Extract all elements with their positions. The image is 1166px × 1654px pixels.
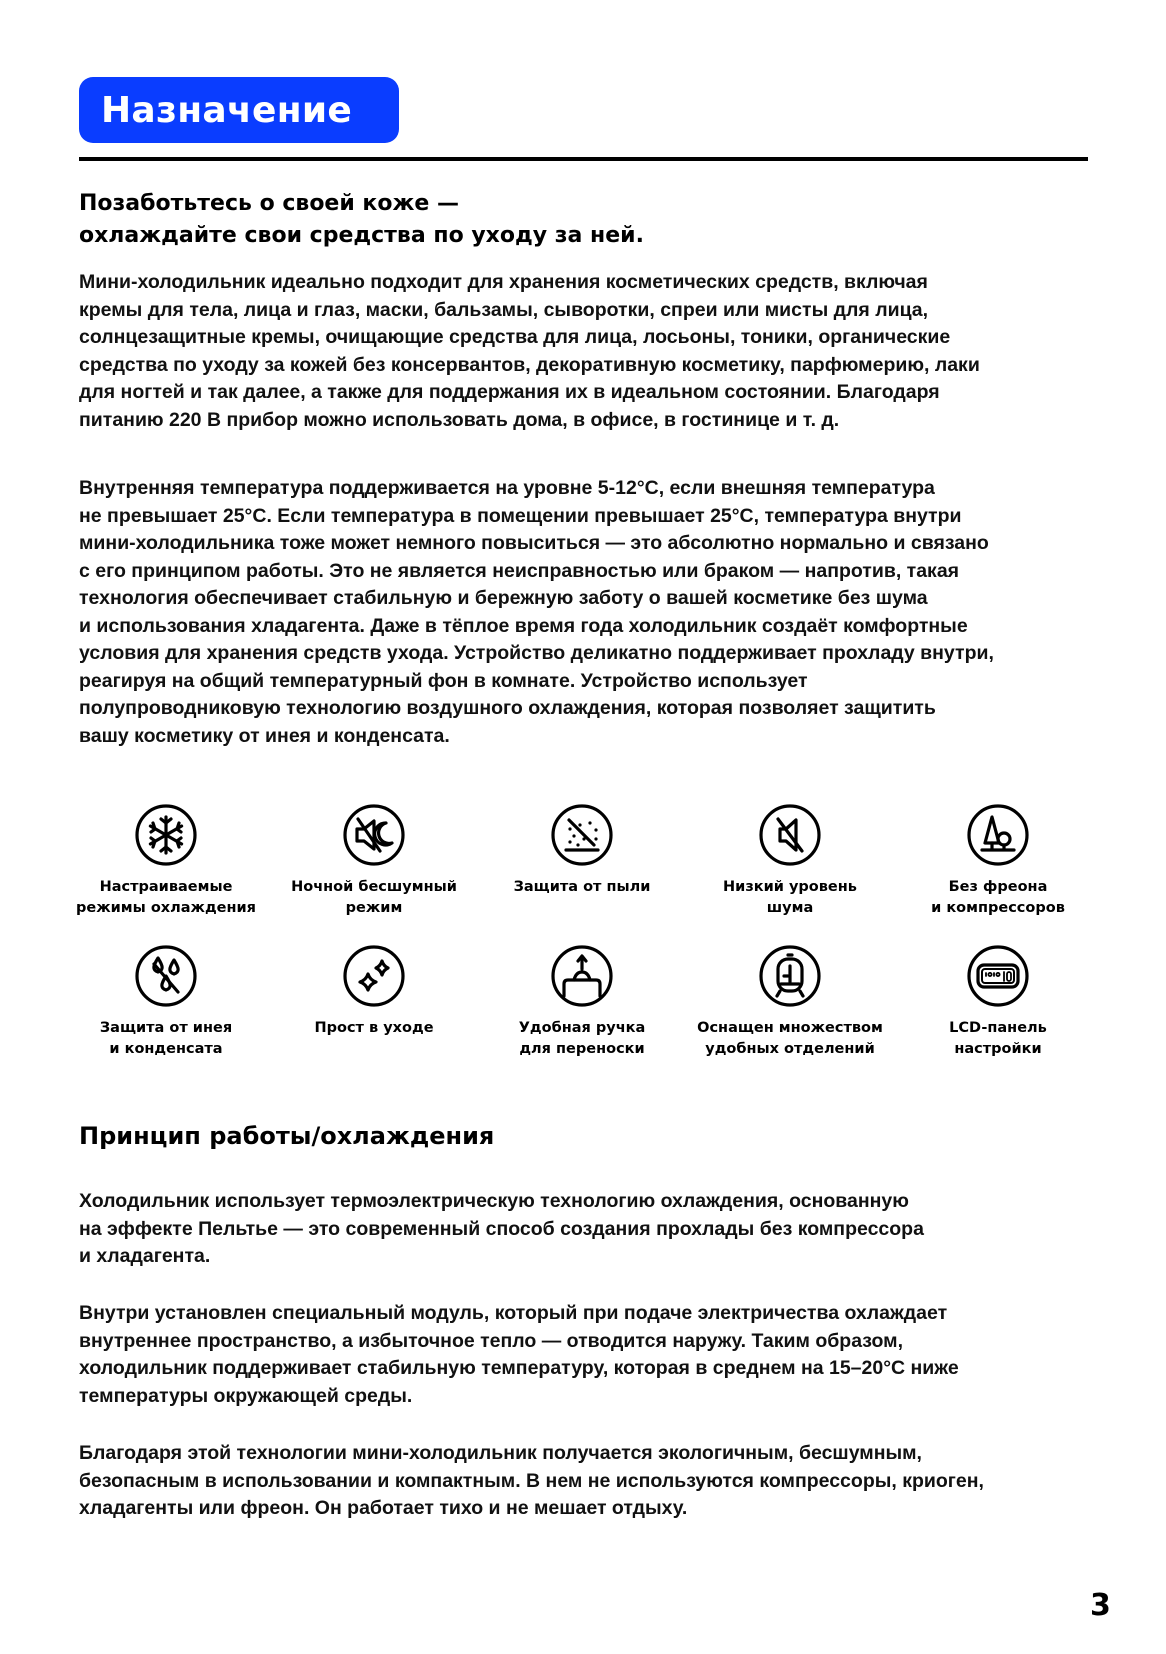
feature-label: Ночной бесшумный режим	[291, 879, 457, 916]
text-line: Мини-холодильник идеально подходит для хранения косметических средств, включая	[79, 271, 928, 293]
text-line: температуры окружающей среды.	[79, 1384, 413, 1407]
feature-item	[894, 803, 1102, 919]
intro-paragraph-1	[79, 269, 980, 434]
feature-label: Защита от инея и конденсата	[99, 1020, 233, 1057]
feature-label: Прост в уходе	[314, 1020, 434, 1036]
text-line: с его принципом работы. Это не является неисправностью или браком — напротив, такая	[79, 559, 960, 582]
text-line: хладагенты или фреон. Он работает тихо и не мешает отдыху.	[79, 1497, 688, 1519]
feature-item	[270, 944, 478, 1060]
divider	[79, 157, 1088, 161]
intro-paragraph-2	[79, 475, 994, 750]
lcd-panel-icon	[966, 944, 1030, 1008]
text-line: Внутри установлен специальный модуль, который при подаче электричества охлаждает	[79, 1302, 948, 1324]
text-line: холодильник поддерживает стабильную температуру, которая в среднем на 15–20°C ниже	[79, 1357, 959, 1379]
feature-label: Защита от пыли	[513, 879, 651, 895]
text-line: солнцезащитные кремы, очищающие средства для лица, лосьоны, тоники, органические	[79, 326, 951, 348]
text-line: Холодильник использует термоэлектрическую технологию охлаждения, основанную	[79, 1190, 909, 1212]
principle-heading: Принцип работы/охлаждения	[79, 1122, 495, 1150]
text-line: средства по уходу за кожей без консервантов, декоративную косметику, парфюмерию, лаки	[79, 353, 980, 376]
feature-item	[894, 944, 1102, 1060]
section-title: Назначение	[101, 89, 353, 131]
principle-paragraph-1	[79, 1188, 924, 1271]
text-line: не превышает 25°C. Если температура в помещении превышает 25°C, температура внутри	[79, 504, 962, 527]
section-title-badge	[79, 77, 399, 143]
feature-label: Оснащен множеством удобных отделений	[697, 1020, 883, 1057]
text-line: условия для хранения средств ухода. Устройство деликатно поддерживает прохладу внутри,	[79, 642, 994, 664]
feature-label: Настраиваемые режимы охлаждения	[76, 879, 256, 916]
text-line: и использования хладагента. Даже в тёплое время года холодильник создаёт комфортные	[79, 614, 968, 637]
text-line: технология обеспечивает стабильную и бережную заботу о вашей косметике без шума	[79, 587, 928, 609]
text-line: полупроводниковую технологию воздушного охлаждения, которая позволяет защитить	[79, 697, 936, 719]
feature-item	[478, 944, 686, 1060]
features-row-1	[62, 803, 1102, 919]
principle-paragraph-3	[79, 1440, 984, 1523]
intro-subtitle	[79, 188, 644, 252]
feature-item	[62, 803, 270, 919]
muted-speaker-icon	[758, 803, 822, 867]
text-line: питанию 220 В прибор можно использовать дома, в офисе, в гостинице и т. д.	[79, 408, 840, 431]
dust-protection-icon	[550, 803, 614, 867]
text-line: на эффекте Пельтье — это современный способ создания прохлады без компрессора	[79, 1217, 924, 1240]
text-line: мини-холодильника тоже может немного повыситься — это абсолютно нормально и связано	[79, 532, 989, 554]
text-line: безопасным в использовании и компактным. В нем не используются компрессоры, криоген,	[79, 1469, 984, 1492]
feature-label: Низкий уровень шума	[723, 879, 857, 916]
snowflake-icon	[134, 803, 198, 867]
muted-moon-icon	[342, 803, 406, 867]
feature-label: LCD-панель настройки	[949, 1020, 1047, 1057]
text-line: Внутренняя температура поддерживается на уровне 5-12°C, если внешняя температура	[79, 477, 935, 499]
text-line: внутреннее пространство, а избыточное тепло — отводится наружу. Таким образом,	[79, 1329, 903, 1352]
feature-label: Без фреона и компрессоров	[931, 879, 1065, 916]
text-line: кремы для тела, лица и глаз, маски, бальзамы, сыворотки, спреи или мисты для лица,	[79, 298, 929, 321]
features-row-2	[62, 944, 1102, 1060]
feature-item	[62, 944, 270, 1060]
text-line: и хладагента.	[79, 1245, 211, 1267]
subtitle-line: Позаботьтесь о своей коже —	[79, 191, 459, 216]
feature-item	[270, 803, 478, 919]
sparkles-icon	[342, 944, 406, 1008]
text-line: вашу косметику от инея и конденсата.	[79, 724, 450, 747]
text-line: для ногтей и так далее, а также для поддержания их в идеальном состоянии. Благодаря	[79, 381, 940, 403]
feature-item	[478, 803, 686, 919]
no-drops-icon	[134, 944, 198, 1008]
text-line: Благодаря этой технологии мини-холодильник получается экологичным, бесшумным,	[79, 1442, 922, 1464]
compartments-icon	[758, 944, 822, 1008]
principle-paragraph-2	[79, 1300, 959, 1410]
feature-label: Удобная ручка для переноски	[518, 1020, 646, 1057]
page-number: 3	[1090, 1588, 1111, 1623]
eco-tree-icon	[966, 803, 1030, 867]
feature-item	[686, 803, 894, 919]
text-line: реагируя на общий температурный фон в комнате. Устройство использует	[79, 669, 808, 692]
carry-handle-icon	[550, 944, 614, 1008]
feature-item	[686, 944, 894, 1060]
subtitle-line: охлаждайте свои средства по уходу за ней.	[79, 223, 644, 248]
